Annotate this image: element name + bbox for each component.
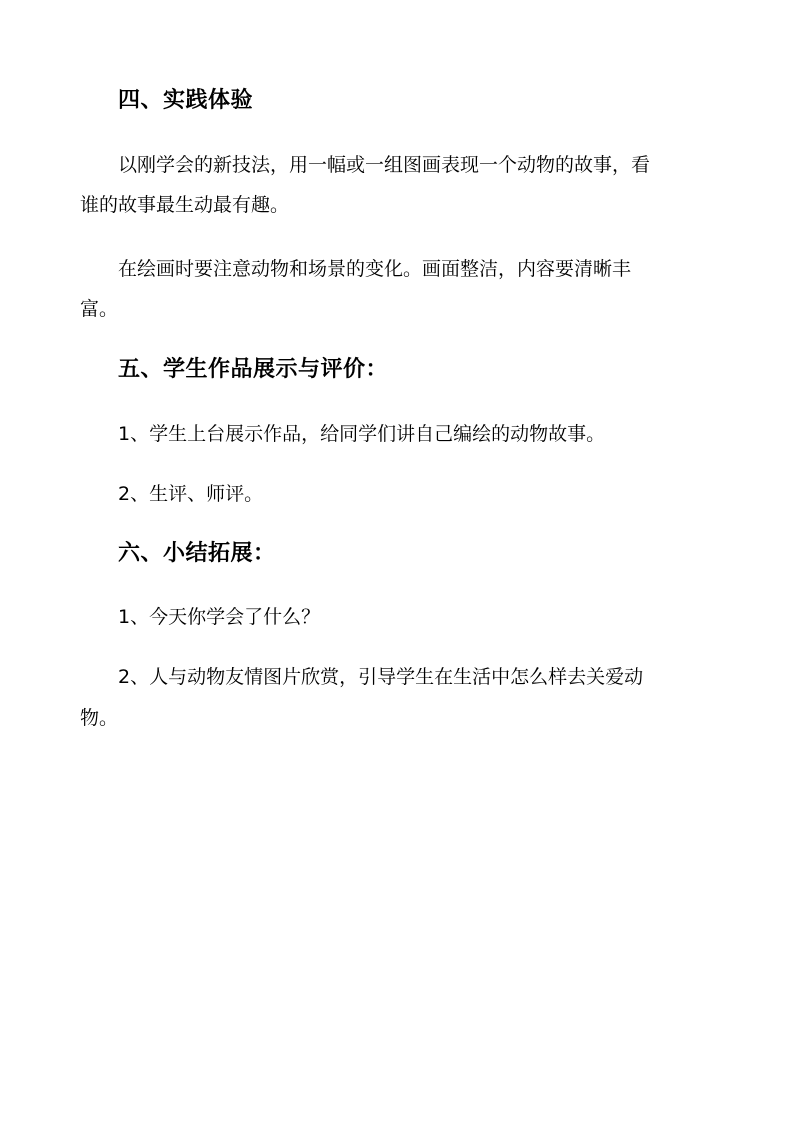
section-heading-summary: 六、小结拓展：	[118, 541, 276, 566]
paragraph-line: 以刚学会的新技法，用一幅或一组图画表现一个动物的故事，看	[118, 154, 651, 176]
list-item: 1、学生上台展示作品，给同学们讲自己编绘的动物故事。	[118, 423, 606, 445]
paragraph-line: 谁的故事最生动最有趣。	[80, 194, 290, 216]
section-heading-practice: 四、实践体验	[118, 88, 254, 113]
list-item: 物。	[80, 707, 119, 729]
section-heading-showcase: 五、学生作品展示与评价：	[118, 357, 389, 382]
list-item: 2、人与动物友情图片欣赏，引导学生在生活中怎么样去关爱动	[118, 666, 644, 688]
paragraph-line: 富。	[80, 298, 119, 320]
paragraph-line: 在绘画时要注意动物和场景的变化。画面整洁，内容要清晰丰	[118, 258, 632, 280]
list-item: 1、今天你学会了什么？	[118, 606, 321, 628]
list-item: 2、生评、师评。	[118, 483, 264, 505]
